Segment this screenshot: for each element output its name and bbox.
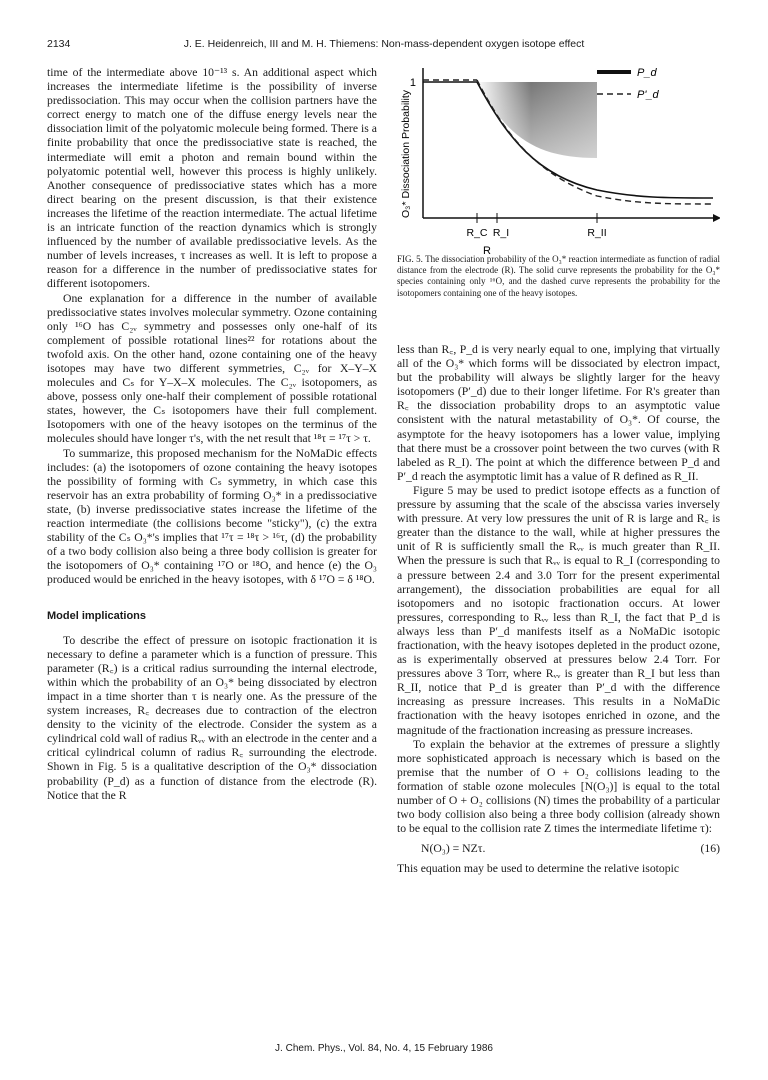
legend-label-pd-prime: P'_d (637, 89, 659, 101)
figure-5 (397, 58, 720, 263)
equation-16 (397, 836, 720, 862)
paragraph: time of the intermediate above 10⁻¹³ s. An additional aspect which increases the intermediate lifetime is the possibility of inverse predissociation. This may occur when the collision partners have the correct energy to match one of the diffuse energy levels near the dissociation limit of the polyatomic molecule being formed. There is a finite probability that once the predissociative state is reached, the intermediate will emit a photon and remain bound within the polyatomic potential well, however this process is highly unlikely. Another consequence of predissociative states which has a more direct bearing on the present discussion, is that their existence increases the lifetime of the reaction intermediate. The actual lifetime is an intricate function of the reaction dynamics which is strongly influenced by the number of available predissociative levels. As the number of levels increases, τ increases as well. It is left to propose a reason for a difference in the number of predissociative states for different isotopomers. (47, 66, 377, 291)
x-axis-label: R (483, 245, 491, 257)
x-tick-label-rc: R_C (466, 227, 488, 239)
journal-footer: J. Chem. Phys., Vol. 84, No. 4, 15 February 1986 (275, 1043, 493, 1054)
paragraph: To describe the effect of pressure on isotopic fractionation it is necessary to define a parameter which is a function of pressure. This parameter (R꜀) is a critical radius surrounding the internal electrode, within which the probability of an O₃* being dissociated by electron impact in a time shorter than τ is nearly one. As the pressure of the system increases, R꜀ decreases due to contraction of the electron density to the vicinity of the electrode. Consider the system as a cylindrical cold wall of radius Rᵥᵥ with an electrode in the center and a critical cylindrical column of radius R꜀ surrounding the electrode. Shown in Fig. 5 is a qualitative description of the O₃* dissociation probability (P_d) as a function of distance from the electrode (R). Notice that the R (47, 633, 377, 802)
page-number: 2134 (47, 38, 71, 50)
paragraph: To summarize, this proposed mechanism for the NoMaDic effects includes: (a) the isotopomers of ozone containing the heavy isotopes the possibility of forming with Cₛ symmetry, in which case this reservoir has an extra probability of forming O₃* in a predissociative state, (b) inverse predissociative states increase the lifetime of the reaction intermediate (the collisions become "sticky"), (c) the extra stability of the Cₛ O₃*'s implies that ¹⁷τ = ¹⁸τ > ¹⁶τ, (d) the probability of a two body collision also being a three body collision is greater for the isotopomers of O₃* containing ¹⁷O or ¹⁸O, and hence (e) the O₃ produced would be enriched in the heavy isotopes, with δ ¹⁷O = δ ¹⁸O. (47, 446, 377, 587)
paragraph: One explanation for a difference in the number of available predissociative states involves molecular symmetry. Ozone containing only ¹⁶O has C₂ᵥ symmetry and possesses only one-half of its complement of possible rotational lines²² for rotations about the twofold axis. On the other hand, ozone containing one of the heavy isotopes may have two different symmetries, C₂ᵥ for X–Y–X molecules and Cₛ for Y–X–X molecules. The C₂ᵥ isotopomers, as above, possess only one-half their complement of possible rotational states, however, the Cₛ isotopomers have their full complement. Isotopomers with one of the heavy isotopes on the terminus of the molecules should have longer τ's, with the net result that ¹⁸τ = ¹⁷τ > τ. (47, 291, 377, 446)
shade-fade (477, 82, 597, 168)
paragraph: Figure 5 may be used to predict isotope effects as a function of pressure by assuming that the scale of the abscissa varies inversely with pressure. At very low pressures the unit of R is large and R꜀ is greater than the distance to the wall, while at higher pressures the unit of R is sufficiently small the Rᵥᵥ is much greater than R_II. When the pressure is such that Rᵥᵥ is equal to R_I (corresponding to a pressure between 2.4 and 3.0 Torr for the present experimental arrangement), the dissociation probabilities are equal for all isotopomers and no isotopic fractionation occurs. At lower pressures, corresponding to Rᵥᵥ less than R_I, the fact that P_d is always less than P′_d manifests itself as a NoMaDic isotopic fractionation, with the heavy isotopes depleted in the product ozone, as is experimentally observed at pressures below 2.4 Torr. For pressures above 3 Torr, where Rᵥᵥ is greater than R_I but less than R_II, notice that P_d is greater than P′_d with the difference increasing as pressure increases. This results in a NoMaDic fractionation with the heavy isotopes enriched in ozone, and the magnitude of the fractionation increasing as pressure increases. (397, 483, 720, 737)
paragraph: This equation may be used to determine the relative isotopic (397, 862, 680, 876)
y-axis-label: O₃* Dissociation Probability (400, 90, 412, 218)
paragraph: less than R꜀, P_d is very nearly equal to one, implying that virtually all of the O₃* which forms will be dissociated by electron impact, but the probability will always be slightly larger for the heavy isotopomers (P′_d) due to their longer lifetime. For R's greater than R꜀ the dissociation probability drops to an asymptotic value consistent with the natural metastability of O₃*. Of course, the asymptote for the heavy isotopomers has a lower value, implying that there must be a crossover point between the two curves (with R labeled as R_I). The point at which the difference between P_d and P′_d reach the asymptotic limit has a value of R defined as R_II. (397, 343, 720, 483)
legend-label-pd: P_d (637, 67, 657, 79)
x-tick-label-ri: R_I (492, 227, 510, 239)
dissociation-probability-plot (397, 58, 720, 258)
paragraph: To explain the behavior at the extremes of pressure a slightly more sophisticated approach is necessary which is based on the premise that the number of O + O₂ collisions leading to the formation of stable ozone molecules [N(O₃)] is equal to the total number of O + O₂ collisions (N) times the probability of a particular two body collision also being a three body collision (already shown to be equal to the collision rate Z times the intermediate lifetime τ): (397, 737, 720, 836)
figure-caption: FIG. 5. The dissociation probability of the O₃* reaction intermediate as function of radial distance from the electrode (R). The solid curve represents the probability for the O₃* species containing only ¹⁶O, and the dashed curve represents the probability for the isotopomers containing one of the heavy isotopes. (397, 254, 720, 298)
running-header (0, 38, 768, 54)
x-tick-label-rii: R_II (587, 227, 607, 239)
equation-number: (16) (700, 842, 720, 856)
x-axis-arrow (713, 214, 720, 222)
left-column (47, 66, 377, 803)
equation-body: N(O₃) = NZτ. (421, 842, 486, 856)
running-title: J. E. Heidenreich, III and M. H. Thiemens: Non-mass-dependent oxygen isotope effect (183, 38, 585, 50)
section-heading: Model implications (47, 610, 147, 623)
right-column (397, 343, 720, 876)
y-tick-label: 1 (409, 77, 416, 89)
